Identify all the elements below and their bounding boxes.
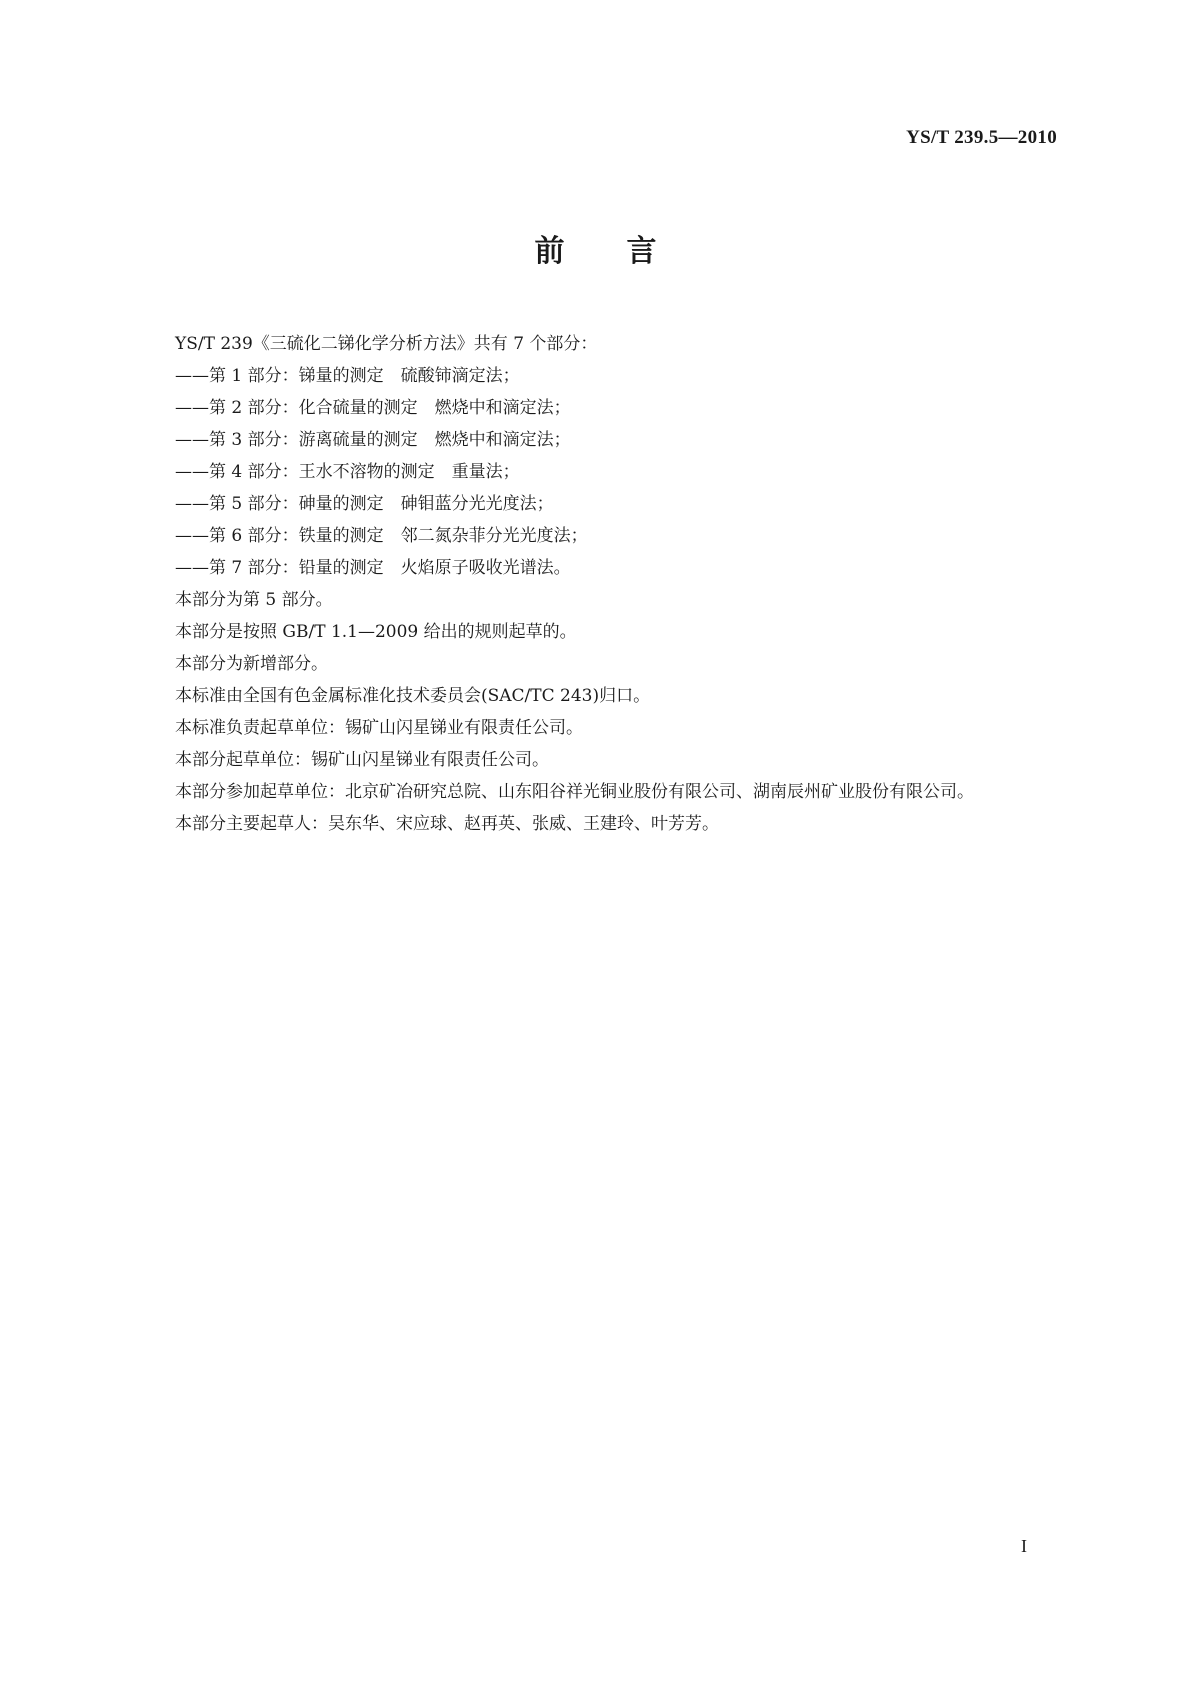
standard-code: YS/T 239.5—2010 [906,127,1057,148]
statement-paragraph: 本标准负责起草单位：锡矿山闪星锑业有限责任公司。 [175,718,583,738]
statement-paragraph: 本部分起草单位：锡矿山闪星锑业有限责任公司。 [175,750,549,770]
statement-paragraph: 本部分为新增部分。 [175,654,328,674]
statement-paragraph: 本标准由全国有色金属标准化技术委员会(SAC/TC 243)归口。 [175,686,651,706]
part-list-item: ——第 5 部分：砷量的测定 砷钼蓝分光光度法； [175,494,554,514]
page-number: I [1021,1536,1027,1556]
intro-paragraph: YS/T 239《三硫化二锑化学分析方法》共有 7 个部分： [175,334,598,354]
foreword-body [134,328,1059,840]
part-list-item: ——第 1 部分：锑量的测定 硫酸铈滴定法； [175,366,520,386]
part-list-item: ——第 3 部分：游离硫量的测定 燃烧中和滴定法； [175,430,571,450]
part-list-item: ——第 7 部分：铅量的测定 火焰原子吸收光谱法。 [175,558,571,578]
statement-paragraph: 本部分参加起草单位：北京矿冶研究总院、山东阳谷祥光铜业股份有限公司、湖南辰州矿业股份有限公司。 [175,782,974,802]
part-list-item: ——第 6 部分：铁量的测定 邻二氮杂菲分光光度法； [175,526,588,546]
statement-paragraph: 本部分是按照 GB/T 1.1—2009 给出的规则起草的。 [175,622,577,642]
statement-paragraph: 本部分为第 5 部分。 [175,590,333,610]
page-title: 前言 [534,234,719,269]
part-list-item: ——第 4 部分：王水不溶物的测定 重量法； [175,462,520,482]
statement-paragraph: 本部分主要起草人：吴东华、宋应球、赵再英、张威、王建玲、叶芳芳。 [175,814,719,834]
part-list-item: ——第 2 部分：化合硫量的测定 燃烧中和滴定法； [175,398,571,418]
